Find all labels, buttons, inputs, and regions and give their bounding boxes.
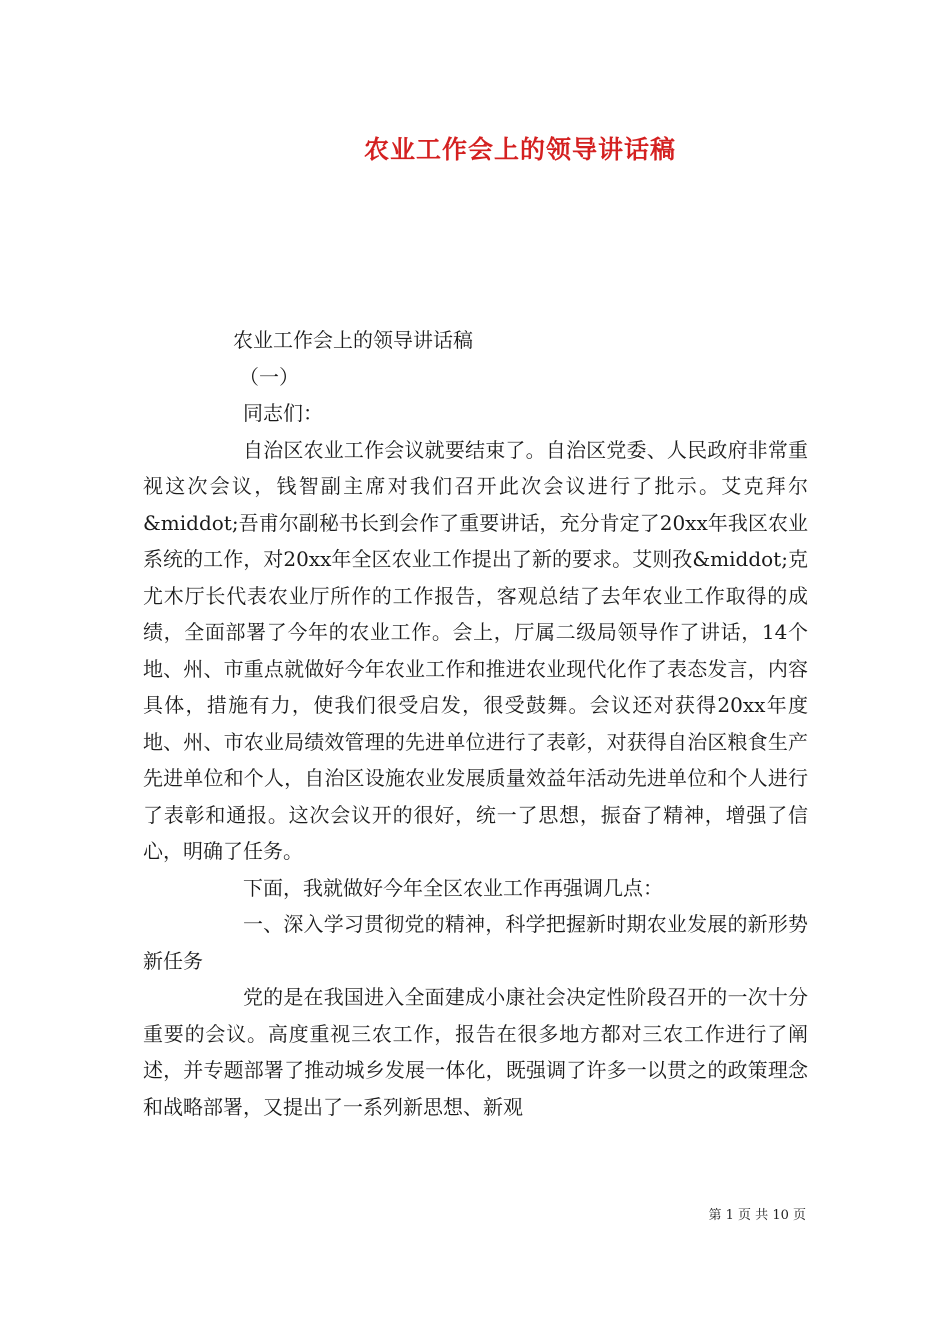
paragraph: 下面，我就做好今年全区农业工作再强调几点：	[243, 875, 663, 900]
document-body	[143, 322, 808, 1125]
greeting: 同志们：	[243, 401, 323, 425]
page-number: 第 1 页 共 10 页	[708, 1208, 806, 1223]
section-label: （一）	[239, 364, 299, 389]
paragraph: 自治区农业工作会议就要结束了。自治区党委、人民政府非常重视这次会议，钱智副主席对我们召开此次会议进行了批示。艾克拜尔&middot;吾甫尔副秘书长到会作了重要讲话，充分肯定了20xx年我区农业系统的工作，对20xx年全区农业工作提出了新的要求。艾则孜&middot;克尤木厅长代表农业厅所作的工作报告，客观总结了去年农业工作取得的成绩，全面部署了今年的农业工作。会上，厅属二级局领导作了讲话，14个地、州、市重点就做好今年农业工作和推进农业现代化作了表态发言，内容具体，措施有力，使我们很受启发，很受鼓舞。会议还对获得20xx年度地、州、市农业局绩效管理的先进单位进行了表彰，对获得自治区粮食生产先进单位和个人，自治区设施农业发展质量效益年活动先进单位和个人进行了表彰和通报。这次会议开的很好，统一了思想，振奋了精神，增强了信心，明确了任务。	[143, 437, 808, 863]
document-title: 农业工作会上的领导讲话稿	[233, 328, 473, 352]
paragraph: 党的是在我国进入全面建成小康社会决定性阶段召开的一次十分重要的会议。高度重视三农工作，报告在很多地方都对三农工作进行了阐述，并专题部署了推动城乡发展一体化，既强调了许多一以贯之的政策理念和战略部署，又提出了一系列新思想、新观	[143, 985, 808, 1119]
document-header-title: 农业工作会上的领导讲话稿	[363, 135, 676, 164]
section-heading: 一、深入学习贯彻党的精神，科学把握新时期农业发展的新形势新任务	[143, 912, 808, 973]
